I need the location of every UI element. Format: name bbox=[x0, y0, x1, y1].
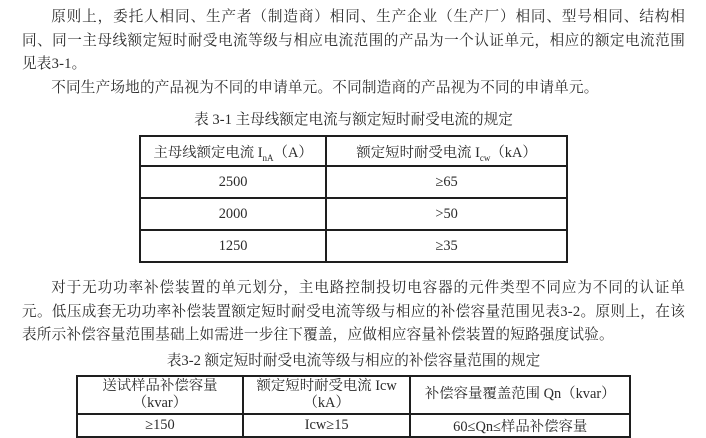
header-text: 送试样品补偿容量 bbox=[102, 377, 218, 394]
table2-header-coverage-range bbox=[410, 376, 630, 414]
cell-rated-current: 2500 bbox=[140, 166, 326, 198]
paragraph-application-unit: 不同生产场地的产品视为不同的申请单元。不同制造商的产品视为不同的申请单元。 bbox=[51, 79, 599, 96]
table1-header-row bbox=[140, 136, 567, 166]
header-subscript: nA bbox=[262, 152, 274, 163]
header-unit: （kvar） bbox=[132, 394, 188, 411]
header-text: 额定短时耐受电流 Icw bbox=[256, 377, 397, 394]
paragraph-compensation-unit: 对于无功功率补偿装置的单元划分，主电路控制投切电容器的元件类型不同应为不同的认证单元。低压成套无功功率补偿装置额定短时耐受电流等级与相应的补偿容量范围见表3-2。原则上，在该表所示补偿容量范围基础上如需进一步往下覆盖，应做相应容量补偿装置的短路强度试验。 bbox=[22, 280, 685, 343]
cell-rated-current: 1250 bbox=[140, 230, 326, 262]
table-row bbox=[77, 414, 630, 437]
table2-header-row bbox=[77, 376, 630, 414]
table-3-1 bbox=[139, 135, 568, 263]
cell-sample-capacity: ≥150 bbox=[77, 414, 243, 437]
cell-withstand-current: ≥65 bbox=[326, 166, 567, 198]
table-3-2 bbox=[76, 375, 631, 438]
table-row bbox=[140, 230, 567, 262]
table1-caption: 表 3-1 主母线额定电流与额定短时耐受电流的规定 bbox=[194, 112, 513, 128]
header-unit: （kA） bbox=[490, 144, 537, 161]
table1-header-rated-current bbox=[140, 136, 326, 166]
cell-withstand-current: Icw≥15 bbox=[243, 414, 411, 437]
header-subscript: cw bbox=[479, 152, 491, 163]
header-text: 补偿容量覆盖范围 Qn（kvar） bbox=[424, 386, 616, 402]
cell-withstand-current: >50 bbox=[326, 198, 567, 230]
paragraph-certification-unit: 原则上，委托人相同、生产者（制造商）相同、生产企业（生产厂）相同、型号相同、结构相同、同一主母线额定短时耐受电流等级与相应电流范围的产品为一个认证单元，相应的额定电流范围见表3-1。 bbox=[22, 9, 685, 72]
header-text: 主母线额定电流 I bbox=[153, 144, 263, 161]
table2-caption: 表3-2 额定短时耐受电流等级与相应的补偿容量范围的规定 bbox=[166, 352, 541, 369]
cell-coverage-range: 60≤Qn≤样品补偿容量 bbox=[410, 414, 630, 437]
header-unit: （A） bbox=[273, 144, 313, 161]
table2-header-withstand-current bbox=[243, 376, 411, 414]
table-row bbox=[140, 166, 567, 198]
header-unit: （kA） bbox=[303, 394, 350, 411]
table1-header-withstand-current bbox=[326, 136, 567, 166]
table-row bbox=[140, 198, 567, 230]
cell-rated-current: 2000 bbox=[140, 198, 326, 230]
table2-header-sample-capacity bbox=[77, 376, 243, 414]
header-text: 额定短时耐受电流 I bbox=[356, 144, 480, 161]
cell-withstand-current: ≥35 bbox=[326, 230, 567, 262]
